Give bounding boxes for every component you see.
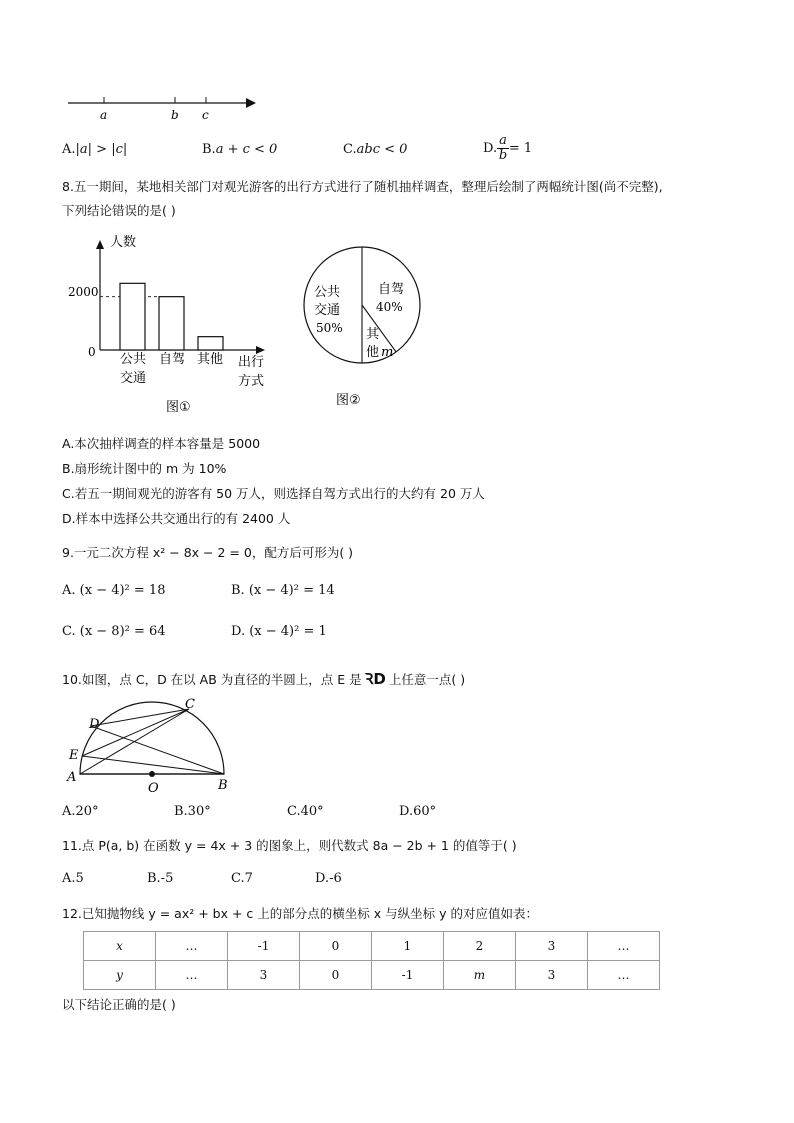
bar-caption: 图① xyxy=(166,400,191,415)
table-cell: 0 xyxy=(300,961,372,990)
bar-x-arrow xyxy=(256,346,265,354)
number-line xyxy=(60,92,270,124)
q11-option-b[interactable]: B.-5 xyxy=(147,871,174,886)
bar-3 xyxy=(198,337,223,350)
q10-option-c[interactable]: C.40° xyxy=(287,804,324,819)
q9-option-d[interactable]: D. (x − 4)² = 1 xyxy=(231,624,327,639)
table-row xyxy=(84,961,660,990)
semicircle-figure xyxy=(60,696,250,798)
q11-option-a[interactable]: A.5 xyxy=(62,871,84,886)
bar-origin-label: 0 xyxy=(88,345,96,359)
table-cell: 2 xyxy=(444,932,516,961)
bar-xlabel-line1: 出行 xyxy=(238,355,265,370)
table-cell: m xyxy=(444,961,516,990)
numberline-label-c: c xyxy=(202,108,209,122)
q7-option-d[interactable]: D. $\frac{a}{b}$ = 1 xyxy=(483,133,533,163)
q12-stem: 12.已知抛物线 y = ax² + bx + c 上的部分点的横坐标 x 与纵坐标 y 的对应值如表： xyxy=(62,906,538,921)
q9-stem: 9.一元二次方程 x² − 8x − 2 = 0，配方后可形为( ) xyxy=(62,545,354,560)
q8-stem-line2: 下列结论错误的是( ) xyxy=(62,203,176,218)
q12-footer: 以下结论正确的是( ) xyxy=(62,997,176,1012)
table-cell: … xyxy=(588,961,660,990)
table-cell: … xyxy=(156,961,228,990)
point-d: D xyxy=(89,717,100,732)
pie-caption: 图② xyxy=(336,393,361,408)
table-cell: 0 xyxy=(300,932,372,961)
q8-option-a[interactable]: A.本次抽样调查的样本容量是 5000 xyxy=(62,436,261,451)
bar-marks xyxy=(120,283,223,350)
q9-option-a[interactable]: A. (x − 4)² = 18 xyxy=(62,583,166,598)
table-cell: 1 xyxy=(372,932,444,961)
table-cell: 3 xyxy=(516,961,588,990)
numberline-label-a: a xyxy=(100,108,108,122)
pie-other-line2: 他 xyxy=(366,345,380,360)
q10-option-a[interactable]: A.20° xyxy=(62,804,99,819)
pie-self-label: 自驾 xyxy=(378,282,405,297)
table-row xyxy=(84,932,660,961)
point-e: E xyxy=(69,748,79,763)
q9-option-c[interactable]: C. (x − 8)² = 64 xyxy=(62,624,166,639)
bar-2 xyxy=(159,297,184,350)
table-cell: 3 xyxy=(228,961,300,990)
pie-public-line1: 公共 xyxy=(314,285,341,300)
q7-option-a[interactable]: A.|a| > |c| xyxy=(62,142,128,157)
table-cell: … xyxy=(156,932,228,961)
pie-self-pct: 40% xyxy=(376,300,403,314)
q8-option-b[interactable]: B.扇形统计图中的 m 为 10% xyxy=(62,461,227,476)
pie-public-pct: 50% xyxy=(316,321,343,335)
bar-y-arrow xyxy=(96,240,104,249)
pie-public-line2: 交通 xyxy=(314,303,341,318)
numberline-label-b: b xyxy=(171,108,179,122)
pie-chart xyxy=(296,228,446,410)
q10-option-b[interactable]: B.30° xyxy=(174,804,211,819)
q7-option-b[interactable]: B.a + c < 0 xyxy=(202,142,278,157)
q9-option-b[interactable]: B. (x − 4)² = 14 xyxy=(231,583,335,598)
q7-option-c[interactable]: C.abc < 0 xyxy=(343,142,408,157)
q11-stem: 11.点 P(a, b) 在函数 y = 4x + 3 的图象上，则代数式 8a − 2b + 1 的值等于( ) xyxy=(62,838,517,853)
point-c: C xyxy=(185,697,195,712)
point-b: B xyxy=(218,778,228,793)
table-cell: 3 xyxy=(516,932,588,961)
q8-option-c[interactable]: C.若五一期间观光的游客有 50 万人，则选择自驾方式出行的大约有 20 万人 xyxy=(62,486,485,501)
table-cell: … xyxy=(588,932,660,961)
pie-other-var: m xyxy=(381,345,394,360)
table-cell: x xyxy=(84,932,156,961)
q11-option-c[interactable]: C.7 xyxy=(231,871,253,886)
table-cell: y xyxy=(84,961,156,990)
bar-xlabel-line2: 方式 xyxy=(238,374,265,389)
arc-glyph: ꝚD xyxy=(364,670,386,688)
point-o: O xyxy=(148,781,159,796)
bar-cat2: 自驾 xyxy=(159,352,186,367)
bar-cat3: 其他 xyxy=(197,352,224,367)
bar-ylabel: 人数 xyxy=(110,235,137,250)
table-cell: -1 xyxy=(372,961,444,990)
q11-option-d[interactable]: D.-6 xyxy=(315,871,342,886)
bar-1 xyxy=(120,283,145,350)
q10-stem: 10.如图，点 C，D 在以 AB 为直径的半圆上，点 E 是 ꝚD 上任意一点( ) xyxy=(62,670,466,688)
fraction: $\frac{a}{b}$ xyxy=(498,133,508,163)
q8-stem-line1: 8.五一期间，某地相关部门对观光游客的出行方式进行了随机抽样调查，整理后绘制了两幅统计图(尚不完整), xyxy=(62,179,663,194)
bar-tick-2000: 2000 xyxy=(68,285,99,299)
pie-other-line1: 其 xyxy=(366,327,380,342)
bar-cat1-line2: 交通 xyxy=(120,371,147,386)
table-cell: -1 xyxy=(228,932,300,961)
point-a: A xyxy=(67,770,77,785)
bar-cat1-line1: 公共 xyxy=(120,352,147,367)
value-table xyxy=(83,931,660,990)
q8-option-d[interactable]: D.样本中选择公共交通出行的有 2400 人 xyxy=(62,511,291,526)
bar-chart xyxy=(60,228,290,420)
q10-option-d[interactable]: D.60° xyxy=(399,804,437,819)
